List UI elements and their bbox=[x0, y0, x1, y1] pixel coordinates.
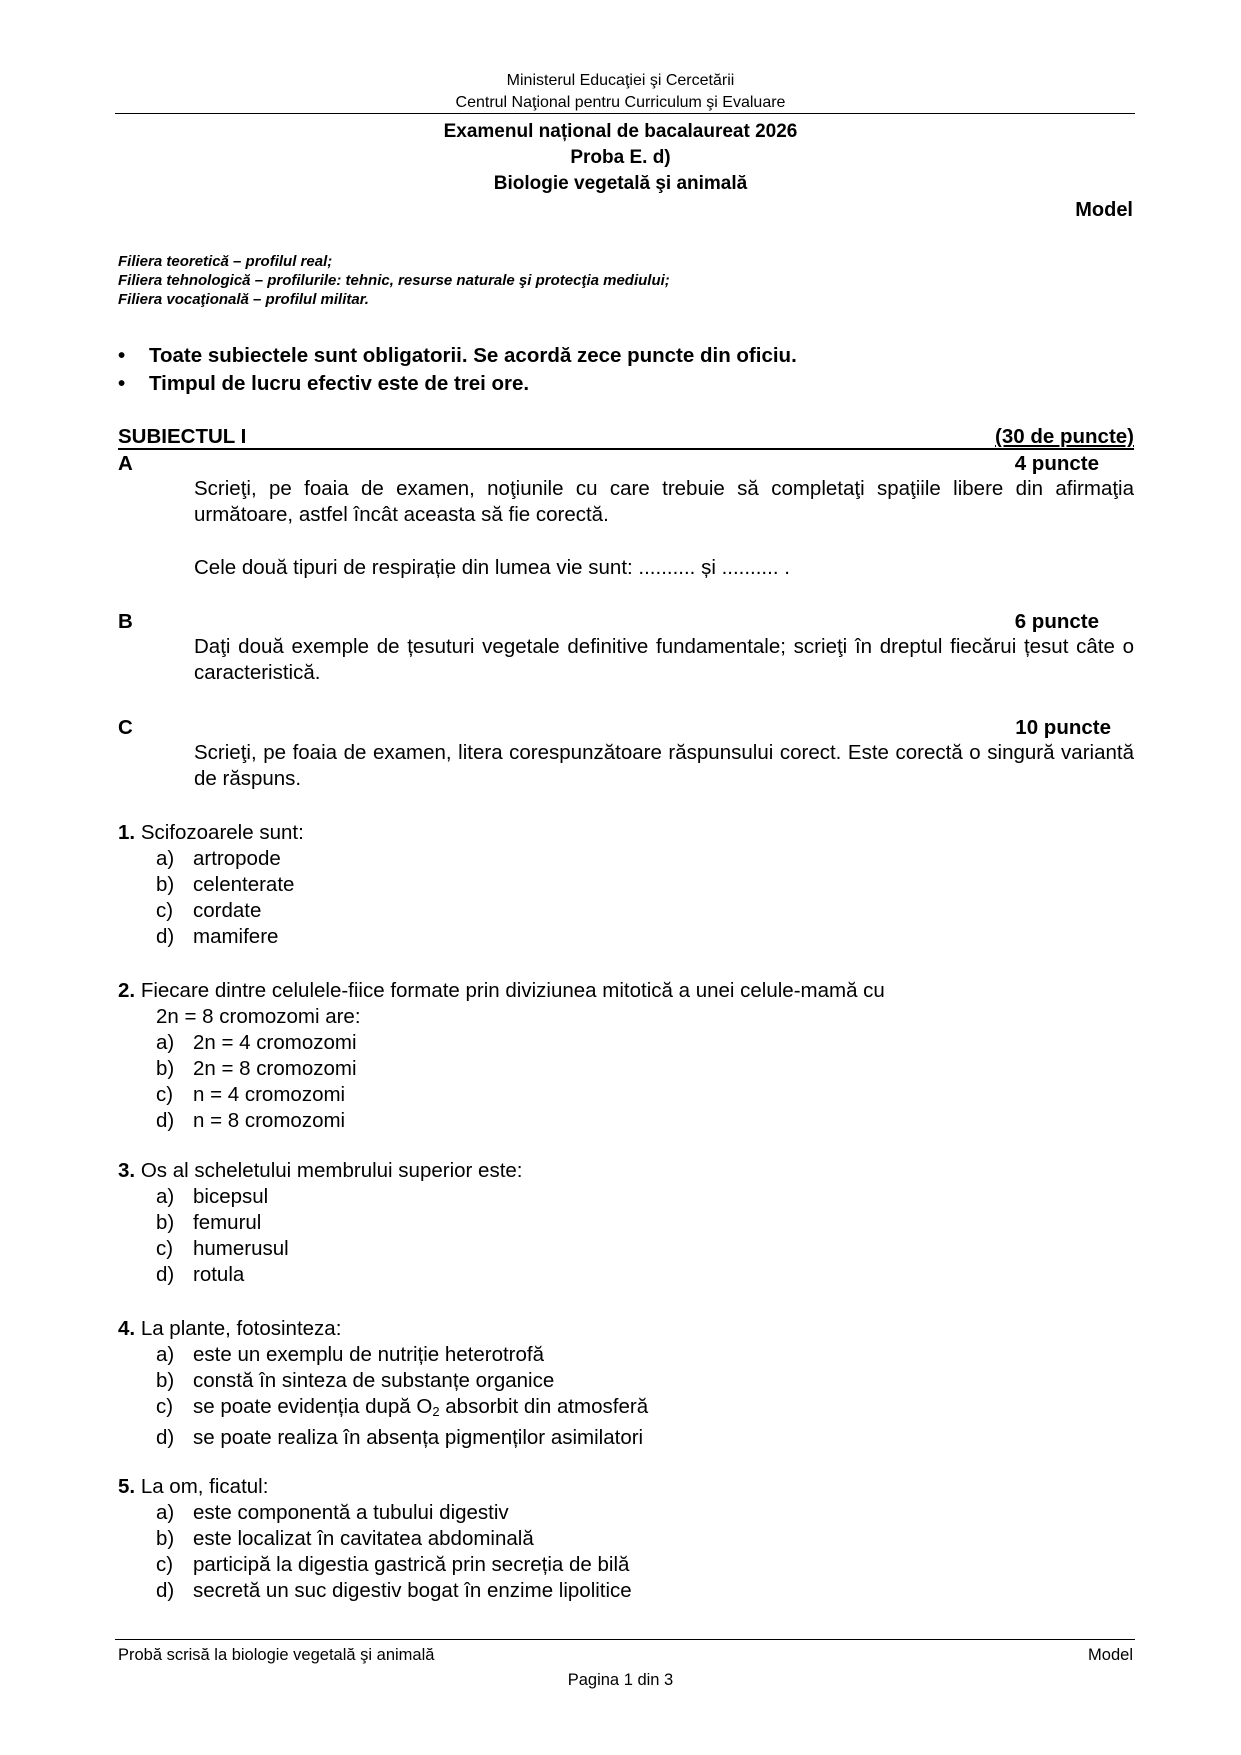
footer-model: Model bbox=[1088, 1646, 1133, 1664]
instructions-list bbox=[118, 342, 797, 398]
instruction-item: • Timpul de lucru efectiv este de trei ore. bbox=[118, 370, 797, 398]
proba-title: Proba E. d) bbox=[570, 147, 671, 168]
answer-option: b) 2n = 8 cromozomi bbox=[156, 1057, 357, 1080]
answer-option: d) se poate realiza în absența pigmenților asimilatori bbox=[156, 1426, 644, 1449]
answer-option: b) este localizat în cavitatea abdominală bbox=[156, 1527, 534, 1550]
exam-title: Examenul național de bacalaureat 2026 bbox=[443, 121, 798, 142]
section-c-letter: C bbox=[118, 716, 133, 739]
question-stem: Scifozoarele sunt: bbox=[140, 821, 304, 844]
question-stem: La plante, fotosinteza: bbox=[140, 1317, 342, 1340]
answer-option: b) constă în sinteza de substanțe organice bbox=[156, 1369, 555, 1392]
question-3 bbox=[118, 1158, 523, 1288]
section-c-text: Scrieţi, pe foaia de examen, litera corespunzătoare răspunsului corect. Este corectă o singură variantă de răspuns. bbox=[194, 741, 1134, 790]
center-name: Centrul Naţional pentru Curriculum şi Evaluare bbox=[455, 94, 786, 111]
section-c-points: 10 puncte bbox=[1015, 716, 1111, 739]
question-number: 1. bbox=[118, 821, 136, 844]
answer-option: b) celenterate bbox=[156, 873, 295, 896]
answer-option: d) secretă un suc digestiv bogat în enzime lipolitice bbox=[156, 1579, 632, 1602]
answer-option: c) n = 4 cromozomi bbox=[156, 1083, 346, 1106]
section-a-statement: Cele două tipuri de respirație din lumea vie sunt: .......... și .......... . bbox=[194, 556, 790, 579]
question-number: 5. bbox=[118, 1475, 136, 1498]
answer-option: a) 2n = 4 cromozomi bbox=[156, 1031, 357, 1054]
bullet-icon: • bbox=[118, 344, 126, 367]
answer-option: d) n = 8 cromozomi bbox=[156, 1109, 346, 1132]
subiect-header bbox=[118, 426, 1134, 450]
section-a-points: 4 puncte bbox=[1014, 452, 1099, 475]
question-4 bbox=[118, 1316, 648, 1451]
model-label: Model bbox=[1075, 199, 1133, 221]
subiect-title: SUBIECTUL I bbox=[118, 425, 247, 448]
question-number: 4. bbox=[118, 1317, 136, 1340]
subject-title: Biologie vegetală şi animală bbox=[493, 173, 748, 194]
question-stem-continued: 2n = 8 cromozomi are: bbox=[156, 1005, 361, 1028]
answer-option: a) este un exemplu de nutriție heterotrofă bbox=[156, 1343, 544, 1366]
answer-option: c) participă la digestia gastrică prin secreția de bilă bbox=[156, 1553, 630, 1576]
question-stem: Fiecare dintre celulele-fiice formate prin diviziunea mitotică a unei celule-mamă cu bbox=[140, 979, 885, 1002]
filiera-teoretica: Filiera teoretică – profilul real; bbox=[118, 253, 333, 270]
section-b-text: Daţi două exemple de țesuturi vegetale definitive fundamentale; scrieţi în dreptul fiecărui țesut câte o caracteristică. bbox=[194, 635, 1134, 684]
footer-left: Probă scrisă la biologie vegetală şi animală bbox=[118, 1646, 435, 1664]
answer-option: a) bicepsul bbox=[156, 1185, 269, 1208]
answer-option: c) humerusul bbox=[156, 1237, 289, 1260]
answer-option: d) mamifere bbox=[156, 925, 279, 948]
subiect-points: (30 de puncte) bbox=[995, 425, 1134, 448]
section-a-text: Scrieţi, pe foaia de examen, noţiunile cu care trebuie să completaţi spaţiile libere din afirmaţia următoare, astfel încât aceasta să fie corectă. bbox=[194, 477, 1134, 526]
filiera-vocationala: Filiera vocaţională – profilul militar. bbox=[118, 291, 369, 308]
answer-option: c) se poate evidenția după $O_2$ absorbit din atmosferă bbox=[156, 1395, 649, 1419]
header-divider bbox=[115, 113, 1135, 114]
ministry-name: Ministerul Educaţiei şi Cercetării bbox=[506, 72, 735, 89]
question-2 bbox=[118, 978, 885, 1134]
section-a-letter: A bbox=[118, 452, 133, 475]
question-number: 3. bbox=[118, 1159, 136, 1182]
question-stem: Os al scheletului membrului superior este: bbox=[140, 1159, 523, 1182]
section-b-letter: B bbox=[118, 610, 133, 633]
footer-divider bbox=[115, 1639, 1135, 1640]
answer-option: a) este componentă a tubului digestiv bbox=[156, 1501, 509, 1524]
answer-option: d) rotula bbox=[156, 1263, 245, 1286]
answer-option: b) femurul bbox=[156, 1211, 262, 1234]
question-5 bbox=[118, 1474, 632, 1604]
answer-option: a) artropode bbox=[156, 847, 281, 870]
answer-option: c) cordate bbox=[156, 899, 262, 922]
question-1 bbox=[118, 820, 304, 950]
question-stem: La om, ficatul: bbox=[140, 1475, 269, 1498]
section-b-points: 6 puncte bbox=[1014, 610, 1099, 633]
bullet-icon: • bbox=[118, 372, 126, 395]
instruction-item: • Toate subiectele sunt obligatorii. Se acordă zece puncte din oficiu. bbox=[118, 342, 797, 370]
question-number: 2. bbox=[118, 979, 136, 1002]
page-number: Pagina 1 din 3 bbox=[567, 1671, 674, 1689]
filiera-tehnologica: Filiera tehnologică – profilurile: tehnic, resurse naturale şi protecţia mediului; bbox=[118, 272, 670, 289]
